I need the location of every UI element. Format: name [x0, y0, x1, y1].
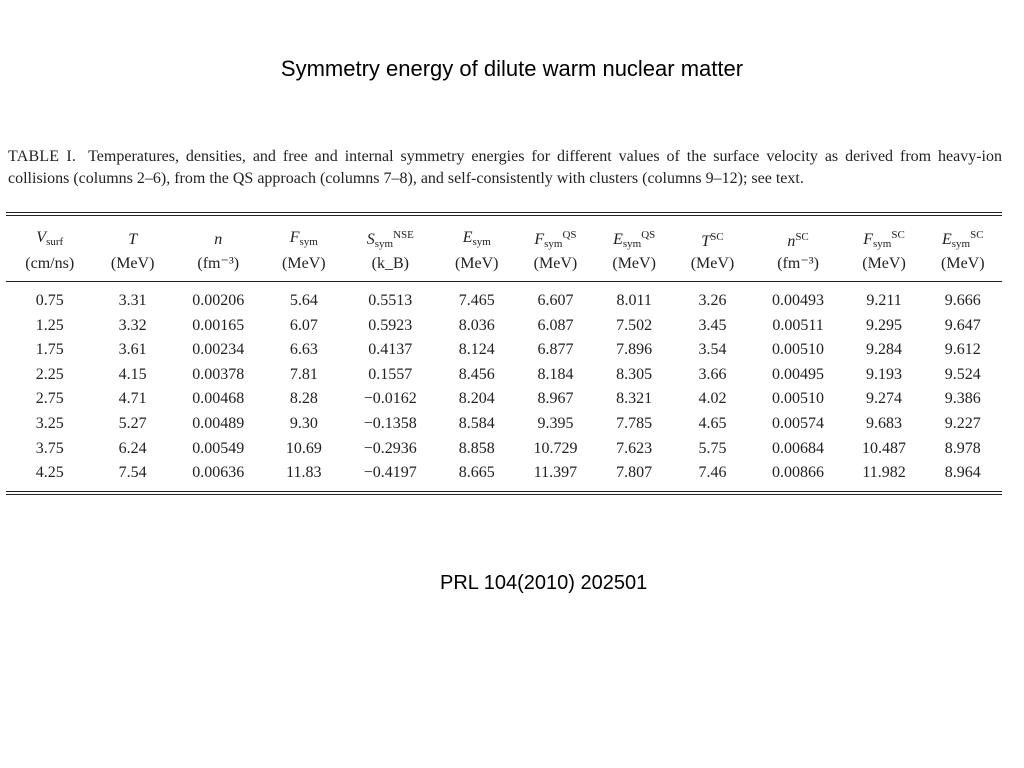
column-header-symbol — [438, 216, 516, 254]
table-cell: 5.27 — [118, 414, 147, 432]
table-cell: 5.75 — [698, 439, 727, 457]
column-subscript: sym — [472, 235, 491, 248]
column-header-unit: (MeV) — [862, 255, 906, 272]
table-cell: 7.807 — [616, 464, 653, 482]
table-row — [6, 461, 1002, 491]
table-cell: 3.75 — [35, 439, 64, 457]
table-cell: 0.00636 — [192, 464, 245, 482]
table-cell: 0.00165 — [192, 316, 245, 334]
table-cell: 9.524 — [944, 365, 981, 383]
column-header-unit: (MeV) — [941, 255, 985, 272]
table-cell: 8.665 — [458, 464, 495, 482]
column-subscript: sym — [299, 235, 318, 248]
table-row — [6, 412, 1002, 437]
column-header-unit: (cm/ns) — [25, 255, 75, 272]
column-header-unit: (MeV) — [533, 255, 578, 272]
table-cell: 4.25 — [35, 464, 64, 482]
column-superscript: NSE — [393, 229, 414, 241]
table-cell: 8.204 — [458, 390, 495, 408]
table-cell: 0.00510 — [772, 390, 825, 408]
column-header-unit: (MeV) — [612, 255, 656, 272]
column-symbol: n — [214, 230, 223, 248]
table-cell: 1.25 — [35, 316, 64, 334]
column-subscript: sym — [873, 238, 892, 250]
table-cell: 0.4137 — [368, 341, 413, 359]
table-caption-text: Temperatures, densities, and free and internal symmetry energies for different values of the surface velocity as derived from heavy-ion collisions (columns 2–6), from the QS approach (columns 7–8), and self-consistently with clusters (columns 9–12); see text. — [8, 148, 1002, 187]
column-subscript: sym — [544, 238, 563, 250]
column-superscript: QS — [641, 229, 656, 241]
table-cell: 3.45 — [698, 316, 727, 334]
table-cell: 7.502 — [616, 316, 653, 334]
column-symbol: E — [941, 231, 952, 248]
table-cell: 9.647 — [944, 316, 981, 334]
column-symbol: E — [462, 228, 473, 246]
table-cell: 9.30 — [289, 414, 318, 432]
table-cell: 9.211 — [866, 292, 902, 309]
table-cell: 8.124 — [458, 341, 495, 359]
column-symbol: T — [701, 233, 711, 250]
table-cell: 3.54 — [698, 341, 727, 359]
table-cell: 9.227 — [944, 414, 981, 432]
column-header-symbol — [343, 216, 438, 254]
table-cell: 8.036 — [458, 316, 495, 334]
table-cell: 9.666 — [944, 292, 981, 309]
column-symbol: V — [36, 228, 47, 246]
table-cell: 4.02 — [698, 390, 727, 408]
table-cell: 8.584 — [458, 414, 495, 432]
table-cell: −0.2936 — [363, 439, 417, 457]
table-cell: 8.184 — [537, 365, 574, 383]
table-cell: 9.295 — [866, 316, 903, 334]
table-body — [6, 282, 1002, 491]
table-cell: 4.15 — [118, 365, 147, 383]
table-cell: 2.75 — [35, 390, 64, 408]
header-symbol-row — [6, 216, 1002, 254]
data-table-frame — [6, 212, 1002, 495]
column-symbol: n — [787, 233, 796, 250]
column-header-unit: (k_B) — [371, 255, 409, 272]
slide-title: Symmetry energy of dilute warm nuclear matter — [280, 56, 744, 81]
column-superscript: SC — [795, 231, 809, 243]
data-table-inner — [6, 215, 1002, 492]
table-cell: 0.00684 — [772, 439, 825, 457]
table-cell: 0.00866 — [772, 464, 825, 482]
table-cell: 8.964 — [944, 464, 981, 482]
column-superscript: SC — [710, 231, 724, 243]
table-row — [6, 314, 1002, 339]
table-row — [6, 282, 1002, 314]
table-row — [6, 387, 1002, 412]
column-header-symbol — [924, 216, 1002, 254]
table-cell: 0.00549 — [192, 439, 245, 457]
data-table — [6, 216, 1002, 491]
table-cell: 7.54 — [118, 464, 147, 482]
table-cell: 9.193 — [866, 365, 903, 383]
table-cell: 7.46 — [698, 464, 727, 482]
column-symbol: F — [534, 231, 545, 248]
table-row — [6, 338, 1002, 363]
column-symbol: E — [613, 231, 623, 248]
column-header-symbol — [752, 216, 845, 254]
table-cell: 9.395 — [537, 414, 574, 432]
column-header-unit: (MeV) — [690, 255, 735, 272]
table-cell: 0.1557 — [368, 365, 413, 383]
table-cell: 8.978 — [944, 439, 981, 457]
table-cell: 6.24 — [118, 439, 147, 457]
table-cell: 6.607 — [537, 292, 574, 309]
table-cell: 9.612 — [944, 341, 981, 359]
table-cell: 8.305 — [616, 365, 653, 383]
column-superscript: QS — [562, 229, 577, 241]
table-cell: 0.00510 — [772, 341, 825, 359]
table-cell: 9.284 — [866, 341, 903, 359]
column-header-unit: (fm⁻³) — [777, 255, 819, 272]
table-cell: 6.087 — [537, 316, 574, 334]
table-cell: 7.81 — [289, 365, 318, 383]
table-cell: 3.61 — [118, 341, 147, 359]
table-cell: 0.00378 — [192, 365, 245, 383]
table-cell: 0.5513 — [368, 292, 413, 309]
reference-citation: PRL 104(2010) 202501 — [440, 572, 648, 594]
table-cell: 9.274 — [866, 390, 903, 408]
column-header-unit: (fm⁻³) — [197, 255, 240, 272]
table-cell: 7.623 — [616, 439, 653, 457]
table-cell: 3.32 — [118, 316, 147, 334]
column-superscript: SC — [891, 229, 905, 241]
column-header-unit: (MeV) — [110, 255, 155, 272]
column-header-symbol — [172, 216, 265, 254]
table-row — [6, 437, 1002, 462]
column-header-symbol — [595, 216, 673, 254]
column-subscript: sym — [951, 238, 971, 250]
table-cell: 4.65 — [698, 414, 727, 432]
table-cell: 6.63 — [289, 341, 318, 359]
table-cell: 10.487 — [862, 439, 907, 457]
table-cell: 9.683 — [866, 414, 903, 432]
table-cell: 0.75 — [35, 292, 64, 309]
table-cell: 10.729 — [533, 439, 578, 457]
table-cell: 8.321 — [616, 390, 653, 408]
table-cell: 8.858 — [458, 439, 495, 457]
header-unit-row — [6, 254, 1002, 282]
table-cell: 3.66 — [698, 365, 727, 383]
table-cell: 11.982 — [862, 464, 906, 482]
table-cell: 0.5923 — [368, 316, 413, 334]
table-cell: 8.28 — [289, 390, 318, 408]
column-symbol: F — [289, 228, 300, 246]
table-cell: 0.00493 — [772, 292, 825, 309]
table-cell: 6.07 — [289, 316, 318, 334]
table-cell: 8.967 — [537, 390, 574, 408]
table-row — [6, 363, 1002, 388]
table-cell: 0.00489 — [192, 414, 245, 432]
column-subscript: sym — [622, 238, 642, 250]
table-cell: 1.75 — [35, 341, 64, 359]
column-symbol: S — [366, 231, 375, 248]
table-cell: 8.011 — [616, 292, 652, 309]
column-header-symbol — [516, 216, 595, 254]
table-caption — [8, 146, 1002, 190]
table-label: TABLE I. — [8, 148, 77, 165]
table-cell: 0.00574 — [772, 414, 825, 432]
table-cell: 3.25 — [35, 414, 64, 432]
table-cell: 0.00495 — [772, 365, 825, 383]
table-cell: −0.1358 — [363, 414, 417, 432]
table-cell: −0.4197 — [363, 464, 417, 482]
table-cell: −0.0162 — [363, 390, 417, 408]
column-header-symbol — [6, 216, 93, 254]
column-header-unit: (MeV) — [282, 255, 326, 272]
column-symbol: T — [128, 230, 138, 248]
table-cell: 0.00468 — [192, 390, 245, 408]
table-cell: 3.26 — [698, 292, 727, 309]
table-cell: 7.465 — [458, 292, 495, 309]
table-cell: 0.00234 — [192, 341, 245, 359]
table-cell: 0.00206 — [192, 292, 245, 309]
column-header-unit: (MeV) — [454, 255, 499, 272]
table-cell: 4.71 — [118, 390, 147, 408]
table-cell: 5.64 — [289, 292, 318, 309]
table-cell: 8.456 — [458, 365, 495, 383]
table-cell: 11.397 — [533, 464, 578, 482]
table-cell: 10.69 — [285, 439, 322, 457]
column-header-symbol — [93, 216, 171, 254]
column-subscript: surf — [46, 235, 64, 248]
column-header-symbol — [844, 216, 923, 254]
column-subscript: sym — [374, 238, 394, 250]
column-symbol: F — [863, 231, 874, 248]
column-header-symbol — [673, 216, 751, 254]
table-cell: 6.877 — [537, 341, 574, 359]
column-superscript: SC — [970, 229, 984, 241]
table-cell: 0.00511 — [772, 316, 824, 334]
table-cell: 3.31 — [118, 292, 147, 309]
table-cell: 7.785 — [616, 414, 653, 432]
table-cell: 11.83 — [286, 464, 322, 482]
column-header-symbol — [265, 216, 343, 254]
table-cell: 9.386 — [944, 390, 981, 408]
table-cell: 7.896 — [616, 341, 653, 359]
table-cell: 2.25 — [35, 365, 64, 383]
